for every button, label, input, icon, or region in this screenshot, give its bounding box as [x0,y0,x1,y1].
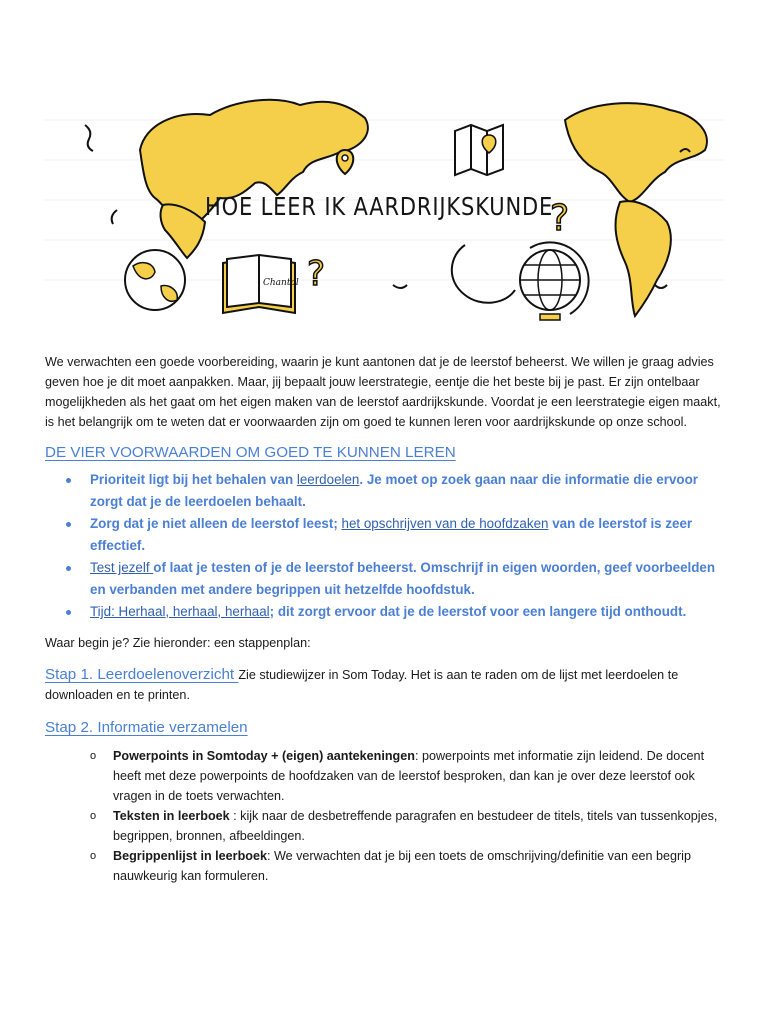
step-1-text: Zie studiewijzer in Som Today. Het is aan te raden om de lijst met leerdoelen te downloaden en te printen. [45,668,679,702]
squiggle-decoration [655,285,667,288]
bullet-icon [66,522,71,527]
list-item: o Teksten in leerboek : kijk naar de desbetreffende paragrafen en bestudeer de titels, titels van tussenkopjes, begrippen, bronnen, afbeeldingen. [45,806,725,846]
document-body [45,352,725,886]
location-pin-icon [337,150,354,174]
question-mark-icon: ? [550,198,570,239]
step-1-title-link[interactable]: Stap 1. Leerdoelenoverzicht [45,666,239,683]
squiggle-decoration [112,210,117,224]
step-2-title: Stap 2. Informatie verzamelen [45,719,248,736]
squiggle-decoration [393,285,407,288]
swirl-arrow-decoration [452,245,515,303]
banner-title: HOE LEER IK AARDRIJKSKUNDE [205,192,554,221]
circle-bullet-icon: o [90,750,97,762]
waar-begin-text: Waar begin je? Zie hieronder: een stappenplan: [45,636,311,650]
step-1 [45,665,725,705]
folded-map-icon [455,125,503,175]
bullet-icon [66,478,71,483]
link-hoofdzaken[interactable]: het opschrijven van de hoofdzaken [341,516,549,531]
book-signature: Chantal [263,278,299,288]
conditions-list [45,469,725,623]
header-illustration [45,80,723,330]
globe-icon [125,250,185,310]
intro-paragraph: We verwachten een goede voorbereiding, waarin je kunt aantonen dat je de leerstof beheerst. We willen je graag advies geven hoe je dit moet aanpakken. Maar, jij bepaalt jouw leerstrategie, eentje die het beste bij je past. Er zijn ontelbaar mogelijkheden als het gaat om het eigen maken van de leerstof aardrijkskunde. Voordat je een leerstrategie eigen maakt, is het belangrijk om te weten dat er voorwaarden zijn om goed te kunnen leren voor aardrijkskunde op onze school. [45,355,721,429]
section-heading: DE VIER VOORWAARDEN OM GOED TE KUNNEN LEREN [45,444,456,461]
list-item: o Powerpoints in Somtoday + (eigen) aantekeningen: powerpoints met informatie zijn leidend. De docent heeft met deze powerpoints de hoofdzaken van de leerstof besproken, dan kan je over deze leerstof ook vragen in de toets verwachten. [45,746,725,806]
bullet-icon [66,610,71,615]
list-item: Tijd: Herhaal, herhaal, herhaal; dit zorgt ervoor dat je de leerstof voor een langere tijd onthoudt. [45,601,725,623]
list-item: o Begrippenlijst in leerboek: We verwachten dat je bij een toets de omschrijving/definitie van een begrip nauwkeurig kan formuleren. [45,846,725,886]
link-leerdoelen[interactable]: leerdoelen [296,472,360,487]
link-test-jezelf[interactable]: Test jezelf [90,560,154,575]
info-sources-list [45,746,725,886]
list-item: Prioriteit ligt bij het behalen van leerdoelen. Je moet op zoek gaan naar die informatie die ervoor zorgt dat je de leerdoelen behaalt. [45,469,725,513]
link-herhaal[interactable]: Tijd: Herhaal, herhaal, herhaal [90,604,270,619]
list-item: Test jezelf of laat je testen of je de leerstof beheerst. Omschrijf in eigen woorden, geef voorbeelden en verbanden met andere begrippen uit hetzelfde hoofdstuk. [45,557,725,601]
circle-bullet-icon: o [90,850,97,862]
open-book-icon [223,255,299,313]
north-america-shape [565,103,707,202]
list-item: Zorg dat je niet alleen de leerstof leest; het opschrijven van de hoofdzaken van de leerstof is zeer effectief. [45,513,725,557]
bullet-icon [66,566,71,571]
question-mark-icon: ? [307,254,326,294]
desk-globe-icon [520,242,589,320]
south-america-shape [616,201,671,316]
squiggle-decoration [85,125,93,151]
circle-bullet-icon: o [90,810,97,822]
